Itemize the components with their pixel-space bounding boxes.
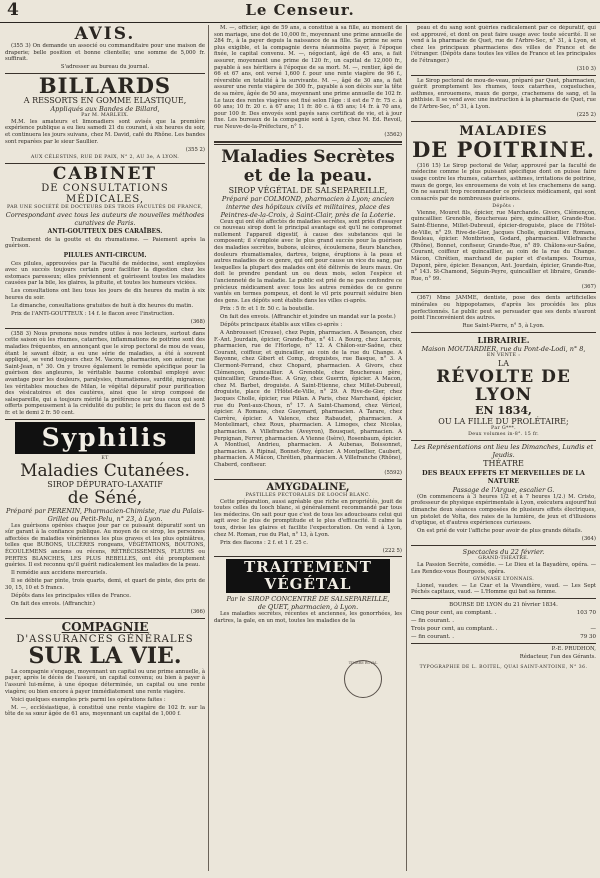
syphilis-de: de Séné,: [67, 487, 143, 508]
bourse-row: — fin courant. .: [411, 617, 455, 624]
poitrine-heading1: MALADIES: [459, 123, 548, 139]
spectacle-note: Les Représentations ont lieu les Dimanches, Lundis et Jeudis.: [413, 442, 594, 459]
compagnie-continued: M. —, officier, âgé de 59 ans, a constitué à sa fille, au moment de son mariage, une dot de 10,000 fr., moyennant une prime annuelle de 284 fr., à la payer depuis la naissance de sa fille. Sa prime ne sera plus exigible, et la compagnie devra néanmoins payer, à l'époque fixée, le capital convenu. M. —, négociant, âgé de 45 ans, a fait assurer, moyennant une prime de 120 fr., un capital de 12,000 fr., payable à ses héritiers à l'époque de sa mort. M. —, rentier, âgé de 66 et 67 ans, ont versé 1,600 f. pour une rente viagère de 96 f., réversible en totalité à la survivante. M. —, âgé de 30 ans, a fait assurer une rente viagère de 300 fr., payable à son décès sur la tête de sa mère, âgée de 50 ans, moyennant une prime annuelle de 102 fr. Le taux des rentes viagères est fixé selon l'âge : il est de 7 fr. 75 c. à 60 ans; 10 fr. 20 c. à 67 ans; 11 fr. 80 c. à 65 ans; 14 fr. à 70 ans, pour 100 fr. Des envoyés sont payés sans certificat de vie, et à jour fixe. Les bureaux de la compagnie sont à Lyon, chez M. Ed. Revoil, rue Neuve-de-la-Préfecture, n° 1.: [214, 25, 402, 130]
compagnie-heading3: SUR LA VIE.: [28, 642, 182, 669]
traitement-body: Les maladies secrètes, récentes et anciennes, les gonorrhées, les dartres, la gale, en un mot, toutes les maladies de la: [214, 611, 402, 624]
column-rule: [208, 25, 209, 871]
librairie-sub: OU LA FILLE DU PROLÉTAIRE;: [438, 416, 569, 426]
signature-title: Rédacteur, l'un des Gérants.: [519, 654, 596, 660]
cabinet-heading: CABINET: [52, 163, 158, 184]
cabinet-ref: (368): [190, 319, 205, 326]
syphilis-body: Les guérisons opérées chaque jour par ce puissant dépuratif sont un sûr garant à la confiance publique. Au moyen de ce sirop, les personnes affectées de maladies vénériennes les plus graves et les plus opiniâtres, telles que BUBONS, ULCÈRES rongeans, VÉGÉTATIONS, BOUTONS, ÉCOULEMENS anciens ou récens, RÉTRÉCISSEMENS, FLEURS ou PERTES BLANCHES, LES PLUS REBELLES, ont été promptement guéries. Il est reconnu qu'il guérit radicalement les maladies de la peau.: [5, 522, 205, 569]
syphilis-ref: (366): [190, 609, 205, 616]
bourse-row: Cinq pour cent, au comptant. . 103 70: [411, 609, 596, 616]
maladies-secretes-depots: A Anbrousset (Creuse), chez Pepin, pharmacien. A Besançon, chez F.-Ant. Jourdain, épicier, Grande-Rue, n° 41. A Bourg, chez Lacroix, pharmacien, rue de l'Horloge, n° 12. A Châlon-sur-Saône, chez Courant, coiffeur, et quincailler, au coin de la rue du Change. A Bayonne, chez Gibert et Comp., droguistes, rue Basque, n° 3. A Clermont-Ferrand, chez Chopard, pharmacien. A Givors, chez Clémençon, quincaillier. A Grenoble, chez Bouchereau père, quincaillier, Grande-Rue. A Gray, chez Guerrin, épicier. A Macon, chez M. Barbet, droguiste. A Saint-Etienne, chez Millet-Dubreuil, droguiste, place de l'Hôtel-de-Ville, n° 29. A Rive-de-Gier, chez Jacques Cholle, épicier, rue Pillan. A Paris, chez Marchand, épicier, rue du Pont-aux-Choux, n° 17. A Saint-Chamond, chez Véricel, épicier. A Romans, chez Gueymard, pharmacien. A Tarare, chez Carrère, épicier. A Valence, chez Rabaudet, pharmacien. A Montelimart, chez Roux, pharmacien. A Limoges, chez Nicolas, pharmacien. A Villefranche (Aveyron), Bousquet, pharmacien. A Perpignan, Ferrer, pharmacien. A Vienne (Isère), Rosenbaum, épicier. A Montluel, Andrieu, pharmacien. A Aubenas, Boissonnet, pharmacien. A Ripinal, Bonnet-Roy, épicier. A Montpellier, Caubert, pharmacien. A Mâcon, Chrétien, pharmacien. A Villefranche (Rhône), Chaberd, confiseur.: [214, 330, 402, 468]
maladies-secretes-price: Prix : 5 fr. et 1 fr. 50 c. la bouteille.: [220, 305, 314, 312]
divider: [5, 419, 205, 420]
billards-footnote: AUX CÉLESTINS, RUE DE PAIX, N° 2, AU 3e, A LYON.: [30, 154, 180, 160]
jamme-body: (367) Mme JAMME, dentiste, pose des dents artificielles minérales ou hippopotames, d'après les procédés les plus perfectionnés. Le public peut se persuader que ses dents n'auront point l'inconvénient des autres.: [411, 295, 596, 322]
billards-heading: BILLARDS: [38, 72, 172, 98]
divider: [214, 556, 402, 557]
cabinet-hours: Les consultations ont lieu tous les jours de dix heures du matin à six heures du soir.: [5, 288, 205, 301]
billards-line1: A RESSORTS EN GOMME ELASTIQUE,: [23, 95, 187, 105]
amygdaline-heading: AMYGDALINE,: [266, 481, 350, 493]
divider: [5, 618, 205, 619]
maladies-secretes-depots-title: Dépôts principaux établis aux villes ci-après :: [220, 322, 343, 328]
cabinet-anti-heading: ANTI-GOUTTEUX DES CARAÏBES.: [47, 227, 163, 235]
librairie-year: EN 1834,: [475, 403, 532, 417]
signature: P.-E. PRUDHON,: [551, 645, 596, 652]
bourse-row: Trois pour cent, au comptant. . —: [411, 625, 596, 632]
librairie-en-vente: EN VENTE :: [486, 352, 521, 358]
gymnase-heading: GYMNASE LYONNAIS.: [472, 576, 535, 582]
spectacle-address: Passage de l'Argue, escalier G.: [452, 485, 555, 494]
cabinet-free: Le dimanche, consultations gratuites de huit à dix heures du matin.: [11, 303, 194, 310]
poitrine-ref: (367): [581, 283, 596, 290]
billards-line2: Appliqués aux Bandes de Billard,: [50, 104, 160, 113]
column-3: [411, 25, 596, 875]
spectacle-ref: (364): [581, 536, 596, 543]
maladies-secretes-send: On fait des envois. (Affranchir et joindre un mandat sur la poste.): [220, 313, 396, 320]
syphilis-affranchir: On fait des envois. (Affranchir.): [11, 601, 95, 608]
compagnie-example: Voici quelques exemples pris parmi les opérations faites :: [11, 696, 166, 703]
divider: [411, 440, 596, 441]
spectacle-prices: On est prié de voir l'affiche pour avoir de plus grands détails.: [417, 528, 583, 535]
maladies-secretes-body: Ceux qui ont été affectés de maladies secrètes, sont priés d'essayer ce nouveau sirop dont le principal avantage est qu'il ne compromet nullement l'appareil digestif, à cause des substances qui le composent; il s'emploie avec le plus grand succès pour la guérison des maladies secrètes, bubons, ulcères, écoulemens, fleurs blanches, douleurs rhumatismales, dartres, teigne, éruptions à la peau et autres maladies de ce genre, qui ont pour cause un vice du sang, par lesquelles la plupart des malades ont été délivrés de leurs maux. On doit le prendre pendant un ou deux mois, selon l'espèce et l'ancienneté de la maladie. Le public est prié de ne pas confondre ce précieux médicament avec tous les autres remèdes de ce genre vantés en termes pompeux, et dont le vil prix pourrait séduire bien des gens. Les dépôts sont établis dans les villes ci-après.: [214, 218, 402, 304]
syphilis-heading2: Maladies Cutanées.: [20, 460, 190, 481]
divider: [411, 292, 596, 293]
amygdaline-sub: PASTILLES PECTORALES DE LOOCH BLANC.: [245, 492, 371, 498]
jamme-address: Rue Saint-Pierre, n° 5, à Lyon.: [462, 323, 545, 330]
syphilis-debit: Il se débite par pinte, trois quarts, demi, et quart de pinte, des prix de 30, 15, 10 et 5 francs.: [5, 578, 205, 591]
divider: [411, 121, 596, 122]
poitrine-body: (316 15) Le Sirop pectoral de Velar, approuvé par la faculté de médecine comme le plus puissant spécifique dont on puisse faire usage contre les rhumes, catarrhes, asthmes, irritations de poitrine, maux de gorge, les enrouemens de voix et les crachemens de sang. On ne saurait trop recommander ce précieux médicament, qui sont consacrés par de nombreuses guérisons.: [411, 162, 596, 202]
traitement-ref: (310 3): [576, 66, 596, 73]
cabinet-pilules-text: Ces pilules, approuvées par la Faculté de médecine, sont employées avec un succès toujours certain pour faciliter la digestion chez les estomacs paresseux; elles préviennent et guérissent toutes les maladies causées par la bile, les glaires, la pituite, et toutes les humeurs viciées.: [5, 260, 205, 287]
spectacle-body: (On commencera à 3 heures 1/2 et à 7 heures 1/2.) M. Cristo, professeur de physique expérimentale à Lyon, exécutera aujourd'hui dimanche deux séances composées de plusieurs effets électriques, un pistolet de Volta, des raies de la lumière, de jeux et d'illusions d'optique, et d'autres expériences curieuses.: [411, 493, 596, 527]
amygdaline-ref: (222 5): [382, 547, 402, 554]
imprint: TYPOGRAPHIE DE L. BOITEL, QUAI SAINT-ANTOINE, N° 36.: [419, 664, 588, 670]
cabinet-anti-text: Traitement de la goutte et du rhumatisme. — Paiement après la guérison.: [5, 236, 205, 250]
column-1: [5, 25, 205, 875]
maladies-secretes-heading: Maladies Secrètes et de la peau.: [221, 146, 395, 186]
newspaper-title: Le Censeur.: [245, 1, 355, 19]
avis-contact: S'adresser au bureau du journal.: [60, 64, 150, 71]
divider: [214, 479, 402, 480]
cabinet-tagline: Correspondant avec tous les auteurs de nouvelles méthodes curatives de Paris.: [5, 210, 205, 227]
bourse-title: BOURSE DE LYON du 21 février 1834.: [449, 601, 558, 608]
cabinet-subheading: DE CONSULTATIONS MÉDICALES,: [41, 182, 169, 205]
billards-line3: Par M. MARLEIX.: [81, 112, 129, 118]
traitement-sub: Par le SIROP CONCENTRÉ DE SALSEPAREILLE,: [226, 595, 390, 604]
masthead: [0, 0, 600, 23]
billards-ref: (355 2): [185, 146, 205, 153]
divider: [411, 332, 596, 333]
librairie-title2: RÉVOLTE DE LYON: [436, 366, 571, 405]
column-rule: [406, 25, 407, 871]
librairie-heading: LIBRAIRIE.: [477, 334, 530, 345]
compagnie-ref: (3562): [384, 132, 402, 138]
poitrine-depots: Vienne, Mouret fils, épicier, rue Marchande. Givors, Clémençon, quincaillier. Grenoble, Bouchereau père, quincaillier, Grande-Rue. Saint-Étienne, Millet-Dubreuil, épicier-droguiste, place de l'Hôtel-de-Ville, n° 29. Rive-de-Gier, Jacques Cholle, quincaillier. Romans, Bouleau, épicier. Montbrison, Godard, pharmacien. Villefranche (Rhône), Bonnet, confiseur, Grande-Rue, n° 89. Châlons-sur-Saône, Courant, coiffeur et quincaillier, au coin de la rue du Change. Mâcon, Chrétien, marchand de papier et d'estampes. Tournus, Dupont, père, épicier. Besançon, Ant. Jourdain, épicier, Grande-Rue, n° 143. St-Chamond, Séguin-Peyre, quincaillier et libraire, Grande-Rue, n° 99.: [411, 209, 596, 282]
syphilis-prepared: Préparé par PERENIN, Pharmacien-Chimiste, rue du Palais-Grillet ou Petit-Pelu, n° 23, à Lyon.: [5, 506, 205, 523]
librairie-price: Deux volumes in-8°. 15 fr.: [468, 431, 539, 437]
tax-stamp-icon: TIMBRE ROYAL: [344, 660, 382, 698]
avis-body: (355 3) On demande un associé ou commanditaire pour une maison de draperie; belle position et bonne clientelle; une somme de 5,000 fr. suffirait.: [5, 43, 205, 63]
cabinet-society: PAR UNE SOCIÉTÉ DE DOCTEURS DES TROIS FACULTÉS DE FRANCE,: [7, 204, 203, 210]
bourse-table: [411, 601, 596, 641]
maladies-secretes-ref: (5592): [384, 470, 402, 477]
traitement-sub2: de QUET, pharmacien, à Lyon.: [257, 603, 359, 612]
spectacle-heading: DES BEAUX EFFETS ET MERVEILLES DE LA NATURE: [422, 468, 585, 485]
maladies-secretes-prepared: Préparé par COLMOND, pharmacien à Lyon; ancien interne des hôpitaux civils et militaires, place des Peintres-de-la-Croix, à Saint-Clair, près de la Loterie.: [220, 194, 396, 219]
librairie-shop: Maison MOUTARDIER, rue du Pont-de-Lodi, n° 8,: [421, 344, 586, 353]
pectoral-body: Le Sirop pectoral de mou-de-veau, préparé par Quet, pharmacien, guérit promptement les rhumes, toux catarrhes, coqueluches, asthmes, enrouemens, maux de gorge, crachemens de sang, et la phthisie. Il se vend avec une instruction à la pharmacie de Quet, rue de l'Arbre-Sec, n° 31, à Lyon.: [411, 77, 596, 111]
amygdaline-price: Prix des flacons : 2 f. et 1 f. 25 c.: [220, 539, 308, 546]
spectacle-theatre: THÉATRE: [483, 458, 524, 468]
divider: [5, 328, 205, 329]
compagnie-heading2: D'ASSURANCES GÉNÉRALES: [16, 633, 194, 645]
librairie-author: Par G***.: [491, 425, 516, 431]
sirop-mou-body: (358 3) Nous prenons nous rendre utiles à nos lecteurs, surtout dans cette saison où les rhumes, catarrhes, inflammations de poitrine sont des maladies fréquentes, en annonçant que le sirop pectoral de mou de veau, étant le savant élixir, a eu une série de maladies, a été à souvent appliqué, se vend toujours chez M. Vacora, pharmacien, son auteur, rue Saint-Jean, n° 30. On y trouve également le remède spécifique pour la guérison des angleures, le véritable baume colombal employé avec avantage pour les douleurs, paralysies, rhumatismes, surdité, migraines; les véritables mouches de Milan, le végétal dépuratif pour purification des vésicatoires et des cautères, ainsi que le sirop composé de salsepareille, qui a toujours mérité la préférence sur tous ceux qui sont offerts pompeusement à la crédulité du public; le prix du flacon est de 5 fr. et le demi 2 fr. 50 cent.: [5, 330, 205, 416]
page-number: 4: [7, 0, 19, 20]
pectoral-ref: (225 2): [576, 112, 596, 119]
syphilis-depots: Dépôts dans les principales villes de France.: [11, 593, 131, 600]
grand-theatre-body: La Passion Secrète, comédie. — Le Dieu et la Bayadère, opéra. — Les Rendez-vous Bourgeois, opéra.: [411, 562, 596, 575]
syphilis-sirop: SIROP DÉPURATO-LAXATIF: [47, 479, 163, 489]
divider: [411, 545, 596, 546]
divider: [411, 75, 596, 76]
compagnie-body: La compagnie s'engage, moyennant un capital ou une prime annuelle, à payer, après le décès de l'assuré, un capital convenu; ou bien à payer à l'assuré lui-même, à une époque déterminée, un capital ou une rente viagère; ou bien encore à payer immédiatement une rente viagère.: [5, 668, 205, 695]
amygdaline-body: Cette préparation, aussi agréable que riche en propriétés, jouit de toutes celles du looch blanc, si généralement recommandé par tous les médecins. On sait pour que c'est de tous les adoucissans celui qui agit avec le plus de promptitude et le plus d'efficacité. Il calme la toux, divise les glaires et facilite l'expectoration. On vend à Lyon, chez M. Roman, rue du Plat, n° 13, à Lyon.: [214, 498, 402, 538]
poitrine-heading2: DE POITRINE.: [412, 136, 595, 162]
traitement-continued: peau et du sang sont guéries radicalement par ce dépuratif, qui est approuvé, et dont on peut faire usage avec toute sécurité. Il se vend à la pharmacie de Quet, rue de l'Arbre-Sec, n° 31, à Lyon, et chez les principaux pharmaciens des villes de France et de l'étranger. (Dépôts dans toutes les villes de France et les principales de l'étranger.): [411, 25, 596, 64]
cabinet-price: Prix de l'ANTI-GOUTTEUX : 14 f. le flacon avec l'instruction.: [11, 311, 175, 318]
maladies-secretes-sirop: SIROP VÉGÉTAL DE SALSEPAREILLE,: [228, 185, 388, 195]
compagnie-heading1: COMPAGNIE: [61, 619, 149, 634]
poitrine-depots-title: Dépôts :: [492, 203, 515, 209]
avis-heading: AVIS.: [74, 25, 136, 44]
spectacles-date: Spectacles du 22 février.: [462, 548, 545, 557]
compagnie-m1: M. —, ecclésiastique, à constitué une rente viagère de 102 fr. sur la tête de sa sœur âgée de 61 ans, moyennant un capital de 1,000 f.: [5, 704, 205, 718]
billards-body: M.M. les amateurs et limonadiers sont avisés que la première expérience publique a eu lieu samedi 21 du courant, à six heures du soir, et continuera les jours suivans, chez M. David, café du Rhône. Les bandes sont reparées par le sieur Saullier.: [5, 118, 205, 145]
divider: [411, 598, 596, 599]
syphilis-banner: Syphilis: [15, 422, 195, 454]
grand-theatre-heading: GRAND-THÉATRE.: [478, 556, 529, 562]
cabinet-pilules-heading: PILULES ANTI-CIRCUM.: [63, 251, 147, 259]
bourse-row: — fin courant. . 79 30: [411, 633, 596, 640]
column-2: [214, 25, 402, 875]
librairie-title1: LA: [497, 358, 510, 368]
traitement-banner: TRAITEMENT VÉGÉTAL: [226, 559, 390, 593]
divider: [214, 141, 402, 145]
divider: [411, 643, 596, 644]
syphilis-et: ET: [101, 455, 109, 461]
gymnase-body: Lionel, vaudev. — Le Czar et la Vivandière, vaud. — Les Sept Péchés capitaux, vaud. — L'Homme qui bat sa femme.: [411, 582, 596, 596]
syphilis-note: Il remédie aux accidens mercuriels.: [11, 570, 108, 577]
